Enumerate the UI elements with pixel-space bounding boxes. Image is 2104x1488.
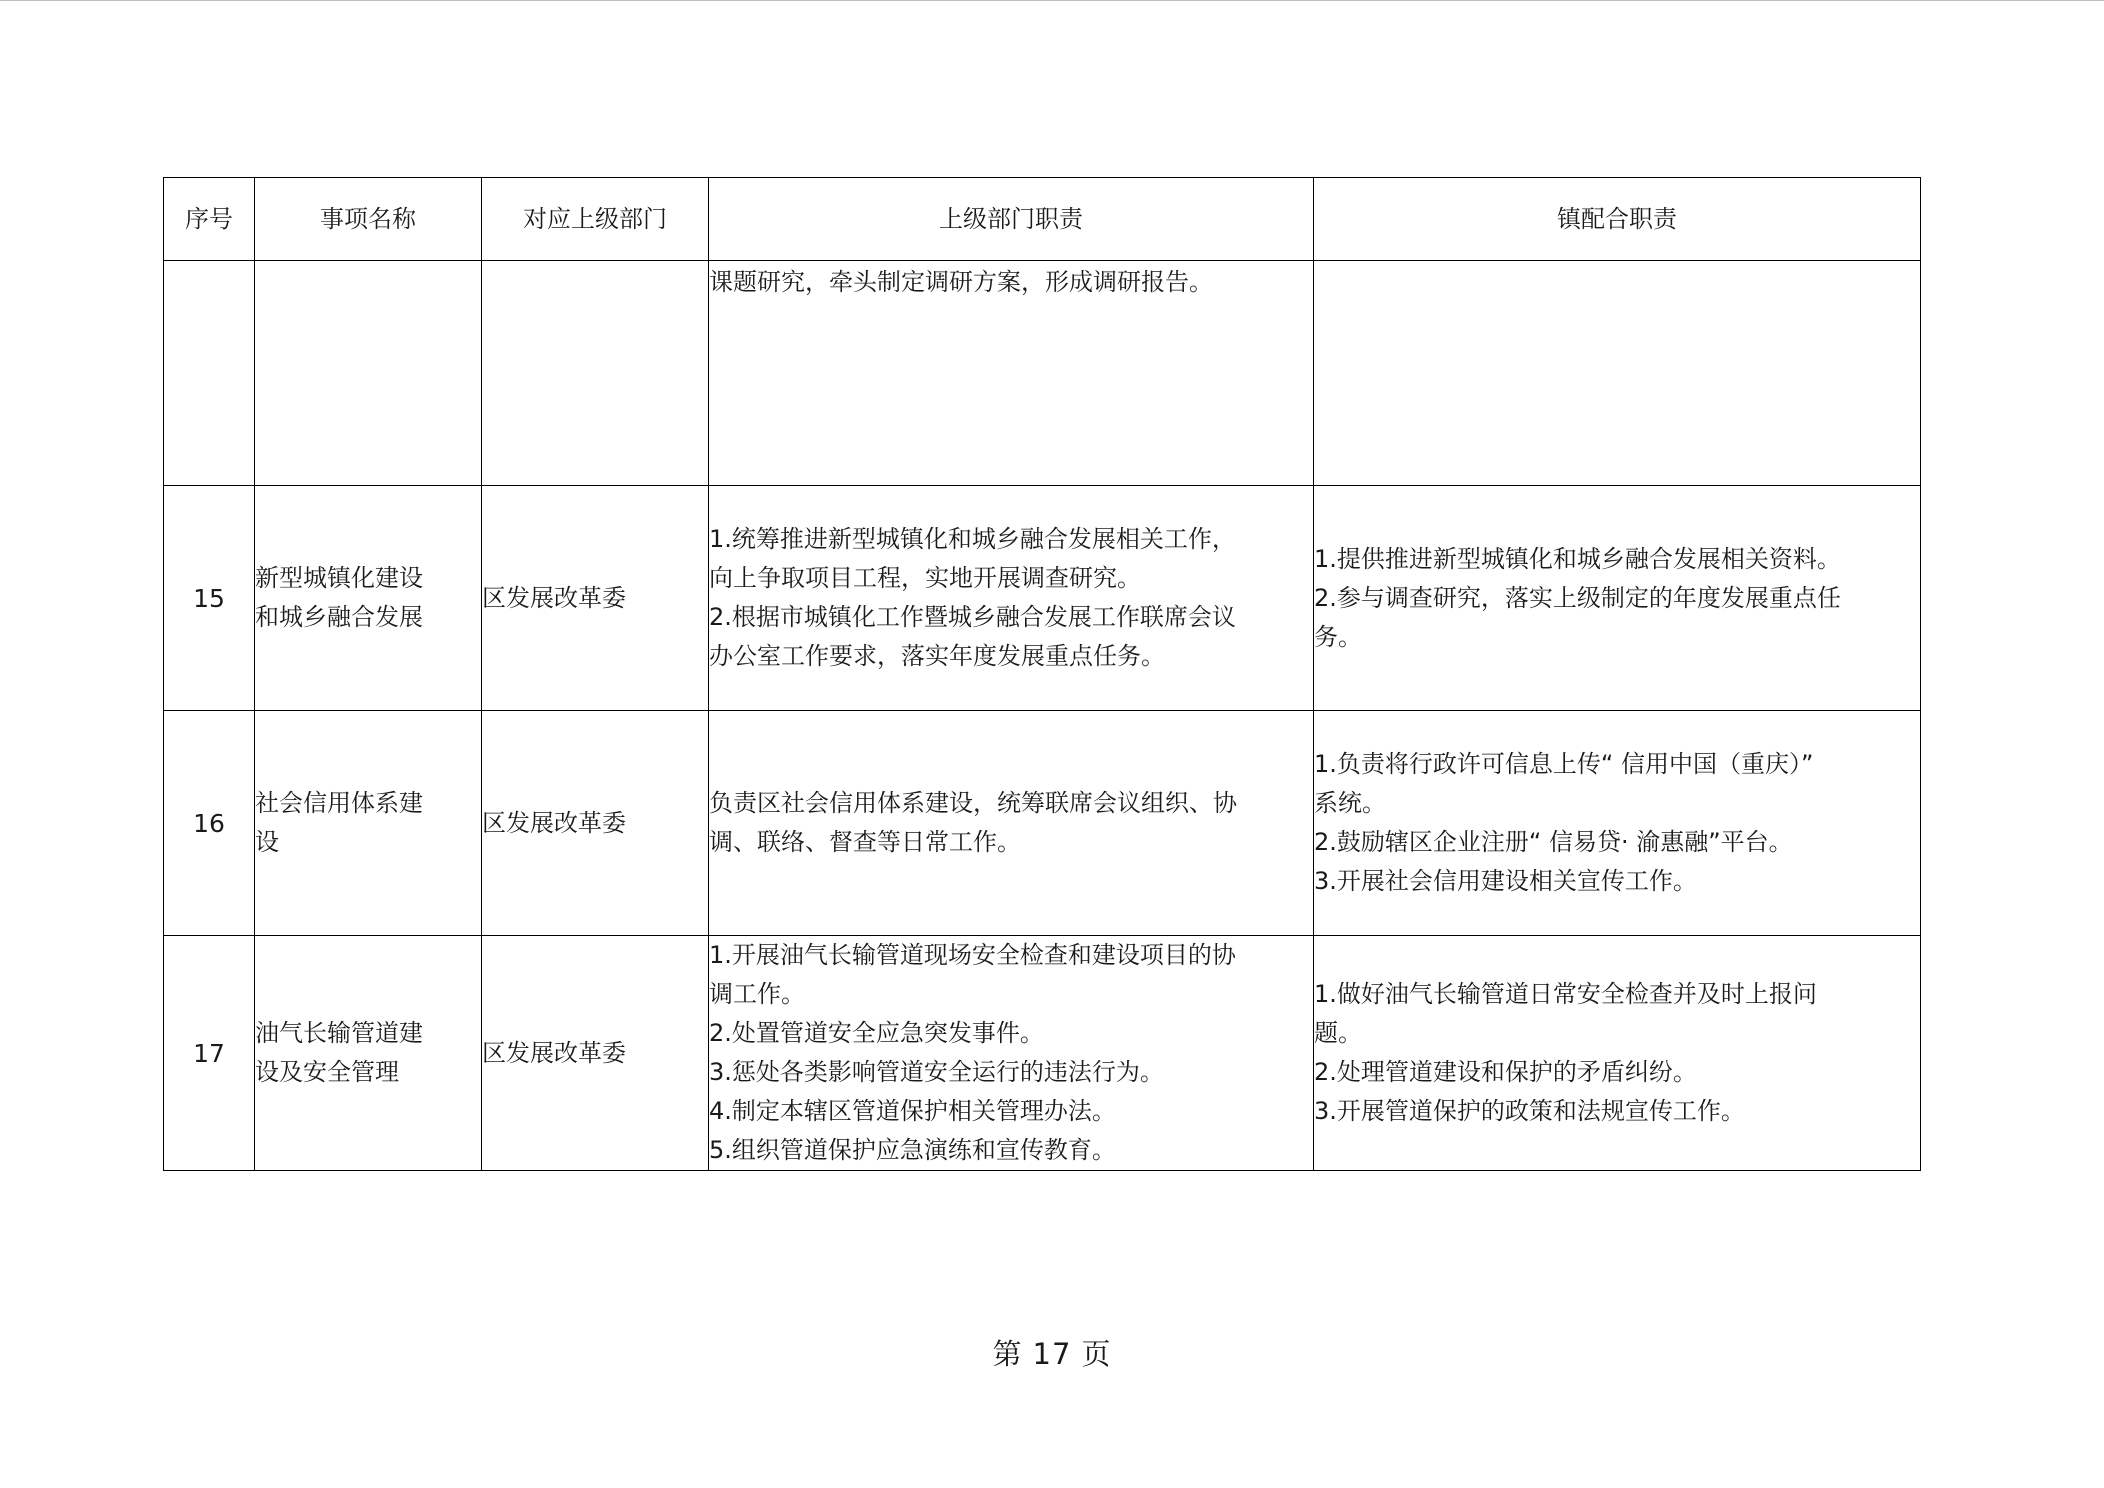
superior-duty-text: 1.开展油气长输管道现场安全检查和建设项目的协 调工作。 2.处置管道安全应急突发事件。 3.惩处各类影响管道安全运行的违法行为。 4.制定本辖区管道保护相关管理办法。 5.组织管道保护应急演练和宣传教育。 [709, 941, 1236, 1164]
cell-superior-dept: 区发展改革委 [482, 936, 709, 1171]
table-body [164, 261, 1921, 1171]
cell-dept-empty [482, 261, 709, 486]
table-row [164, 936, 1921, 1171]
cell-superior-dept: 区发展改革委 [482, 711, 709, 936]
cell-superior-duty [709, 486, 1314, 711]
town-coop-duty-text: 1.做好油气长输管道日常安全检查并及时上报问 题。 2.处理管道建设和保护的矛盾纠纷。 3.开展管道保护的政策和法规宣传工作。 [1314, 980, 1817, 1125]
page-top-border [0, 0, 2104, 1]
page-number: 17 [1032, 1337, 1072, 1371]
header-no: 序号 [164, 178, 255, 261]
superior-duty-text: 负责区社会信用体系建设，统筹联席会议组织、协 调、联络、督查等日常工作。 [709, 789, 1237, 856]
item-name-text: 油气长输管道建 设及安全管理 [255, 1019, 423, 1086]
cell-no: 16 [164, 711, 255, 936]
table-header [164, 178, 1921, 261]
cell-duty-continued [709, 261, 1314, 486]
page-footer [0, 1332, 2104, 1373]
cell-town-coop-duty [1314, 711, 1921, 936]
cell-superior-dept: 区发展改革委 [482, 486, 709, 711]
cell-superior-duty [709, 936, 1314, 1171]
cell-town-coop-duty [1314, 486, 1921, 711]
superior-duty-text: 1.统筹推进新型城镇化和城乡融合发展相关工作， 向上争取项目工程，实地开展调查研究。 2.根据市城镇化工作暨城乡融合发展工作联席会议 办公室工作要求，落实年度发展重点任务。 [709, 525, 1236, 670]
header-town-coop-duty: 镇配合职责 [1314, 178, 1921, 261]
cell-item-name [255, 711, 482, 936]
header-superior-duty: 上级部门职责 [709, 178, 1314, 261]
cell-no: 15 [164, 486, 255, 711]
cell-item-name [255, 936, 482, 1171]
header-item-name: 事项名称 [255, 178, 482, 261]
duty-table [163, 177, 1921, 1171]
header-row [164, 178, 1921, 261]
item-name-text: 社会信用体系建 设 [255, 789, 423, 856]
table-row [164, 711, 1921, 936]
table-row [164, 486, 1921, 711]
town-coop-duty-text: 1.负责将行政许可信息上传“ 信用中国（重庆）” 系统。 2.鼓励辖区企业注册“ 信易贷· 渝惠融”平台。 3.开展社会信用建设相关宣传工作。 [1314, 750, 1814, 895]
cell-superior-duty [709, 711, 1314, 936]
table-row-continuation [164, 261, 1921, 486]
page-prefix: 第 [992, 1337, 1023, 1371]
cell-coop-empty [1314, 261, 1921, 486]
item-name-text: 新型城镇化建设 和城乡融合发展 [255, 564, 423, 631]
header-superior-dept: 对应上级部门 [482, 178, 709, 261]
cell-item-name [255, 486, 482, 711]
duty-continued-text: 课题研究，牵头制定调研方案，形成调研报告。 [709, 268, 1213, 296]
cell-no: 17 [164, 936, 255, 1171]
page-suffix: 页 [1081, 1337, 1112, 1371]
cell-no-empty [164, 261, 255, 486]
cell-town-coop-duty [1314, 936, 1921, 1171]
town-coop-duty-text: 1.提供推进新型城镇化和城乡融合发展相关资料。 2.参与调查研究，落实上级制定的年度发展重点任 务。 [1314, 544, 1841, 651]
cell-name-empty [255, 261, 482, 486]
